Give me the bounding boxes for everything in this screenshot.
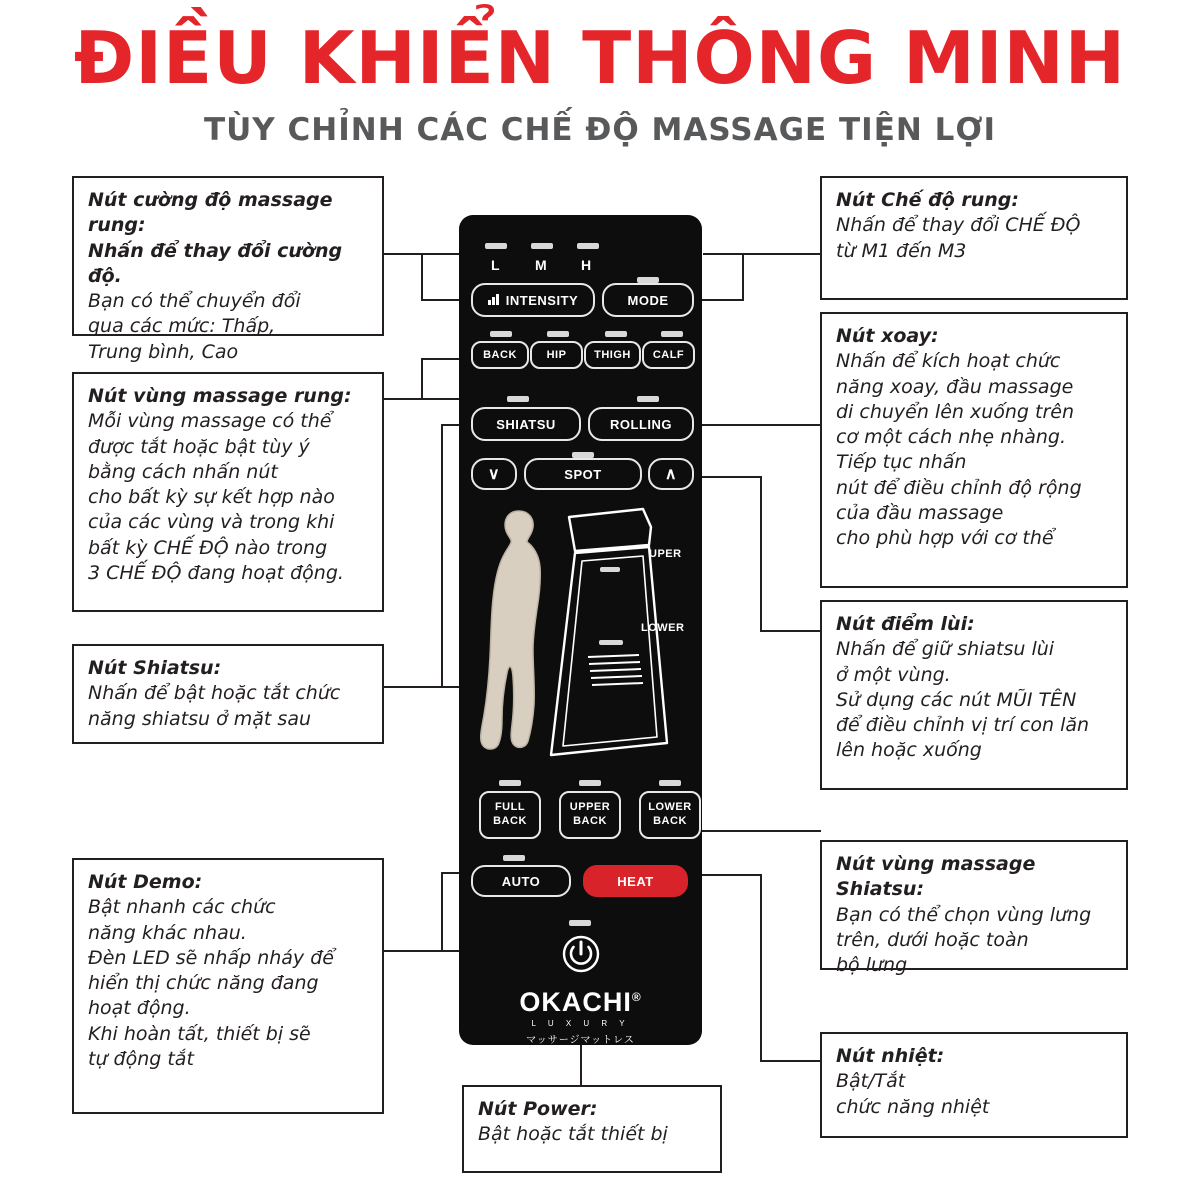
down-arrow-label: ∨ [487,466,501,483]
mode-button[interactable] [602,283,694,317]
intensity-label: INTENSITY [505,292,579,308]
full-back-button[interactable] [479,791,541,839]
calf-label: CALF [652,349,685,361]
callout-demo-line1: Bật nhanh các chức [88,896,276,919]
callout-power-heading: Nút Power: [478,1098,598,1120]
callout-power-line1: Bật hoặc tắt thiết bị [478,1123,668,1146]
led-thigh [605,331,627,337]
callout-rolling-line5: Tiếp tục nhấn [836,451,967,474]
led-shiatsu [507,396,529,402]
label-low: L [491,257,500,273]
upper-back-label-1: UPPER [569,801,611,814]
led-mid [531,243,553,249]
callout-intensity-line1: Bạn có thể chuyển đổi [88,290,301,313]
connector-demo [383,950,463,952]
callout-shiatsu-zone [820,840,1128,977]
back-label: BACK [483,349,517,361]
calf-button[interactable] [642,341,695,369]
connector-intensity-2 [421,299,463,301]
callout-demo-heading: Nút Demo: [88,871,203,893]
callout-zone [72,372,384,612]
brand-name [459,987,702,1018]
brand-japanese: マッサージマットレス [526,1035,635,1046]
callout-rolling-line1: Nhấn để kích hoạt chức [836,350,1061,373]
led-upper-back [579,780,601,786]
callout-rolling [820,312,1128,588]
callout-shiatsu-line1: Nhấn để bật hoặc tắt chức [88,682,341,705]
callout-shiatsu [72,644,384,744]
label-upper-zone: UPER [649,548,682,560]
callout-intensity-line3: Trung bình, Cao [88,340,239,363]
callout-zone-line5: của các vùng và trong khi [88,511,335,534]
led-back [490,331,512,337]
callout-zone-line2: được tắt hoặc bật tùy ý [88,435,310,458]
connector-power-v [580,1045,582,1085]
full-back-label-1: FULL [494,801,526,814]
spot-label: SPOT [564,466,602,482]
callout-shiatsu-zone-heading: Nút vùng massage Shiatsu: [836,853,1036,901]
callout-rolling-line2: năng xoay, đầu massage [836,375,1074,398]
brand-luxury: L U X U R Y [531,1019,630,1028]
up-arrow-button[interactable] [648,458,694,490]
remote-control-panel [459,215,702,1045]
thigh-button[interactable] [584,341,641,369]
callout-demo [72,858,384,1114]
led-auto [503,855,525,861]
led-lower-back [659,780,681,786]
callout-power [462,1085,722,1173]
spot-button[interactable] [524,458,642,490]
callout-mode-line2: từ M1 đến M3 [836,239,967,262]
connector-heat-v [760,874,762,1062]
thigh-label: THIGH [594,349,631,361]
callout-rolling-line3: di chuyển lên xuống trên [836,400,1075,423]
connector-demo-v [441,872,443,952]
callout-zone-line3: bằng cách nhấn nút [88,460,278,483]
callout-mode-line1: Nhấn để thay đổi CHẾ ĐỘ [836,214,1081,237]
connector-zone-v [421,360,423,400]
brand-name-text: OKACHI [519,987,632,1017]
callout-heat-heading: Nút nhiệt: [836,1045,945,1067]
connector-mode [703,253,821,255]
heat-button[interactable] [583,865,688,897]
massage-graphic [471,505,690,770]
shiatsu-label: SHIATSU [496,416,556,432]
auto-button[interactable] [471,865,571,897]
led-low [485,243,507,249]
callout-spot-line1: Nhấn để giữ shiatsu lùi [836,638,1055,661]
label-lower-zone: LOWER [641,622,685,634]
callout-demo-line5: hoạt động. [88,997,191,1020]
callout-demo-line4: hiển thị chức năng đang [88,972,319,995]
mode-label: MODE [627,292,669,308]
hip-label: HIP [546,349,567,361]
callout-demo-line2: năng khác nhau. [88,921,247,944]
connector-heat-2 [700,874,762,876]
callout-spot-line3: Sử dụng các nút MŨI TÊN [836,688,1077,711]
callout-zone-line6: bất kỳ CHẾ ĐỘ nào trong [88,536,328,559]
callout-demo-line6: Khi hoàn tất, thiết bị sẽ [88,1022,311,1045]
hip-button[interactable] [530,341,583,369]
callout-intensity-heading1: Nút cường độ massage rung: [88,189,333,237]
callout-spot-line2: ở một vùng. [836,663,951,686]
connector-zone-2 [421,358,463,360]
callout-zone-heading: Nút vùng massage rung: [88,385,352,407]
connector-mode-2 [700,299,744,301]
callout-spot [820,600,1128,790]
connector-spot-v [760,476,762,632]
rolling-button[interactable] [588,407,694,441]
connector-intensity-v [421,253,423,301]
down-arrow-button[interactable] [471,458,517,490]
callout-rolling-heading: Nút xoay: [836,325,939,347]
callout-intensity [72,176,384,363]
led-calf [661,331,683,337]
callout-rolling-line7: của đầu massage [836,501,1004,524]
callout-shiatsu-zone-line2: trên, dưới hoặc toàn [836,928,1029,951]
upper-back-label-2: BACK [573,815,607,827]
callout-rolling-line8: cho phù hợp với cơ thể [836,527,1054,550]
led-rolling [637,396,659,402]
upper-back-button[interactable] [559,791,621,839]
connector-shiatsu-v [441,424,443,688]
connector-mode-v [742,253,744,301]
callout-shiatsu-line2: năng shiatsu ở mặt sau [88,707,312,730]
full-back-label-2: BACK [493,815,527,827]
lower-back-button[interactable] [639,791,701,839]
callout-shiatsu-zone-line3: bộ lưng [836,954,908,977]
connector-shiatsu [383,686,463,688]
lower-back-label-1: LOWER [648,801,692,814]
callout-mode [820,176,1128,300]
callout-intensity-heading2: Nhấn để thay đổi cường độ. [88,239,343,287]
callout-heat-line1: Bật/Tắt [836,1070,906,1093]
page-title: ĐIỀU KHIỂN THÔNG MINH [73,16,1127,100]
connector-spot-2 [700,476,762,478]
callout-zone-line4: cho bất kỳ sự kết hợp nào [88,486,335,509]
page-subtitle: TÙY CHỈNH CÁC CHẾ ĐỘ MASSAGE TIỆN LỢI [203,112,996,148]
bars-icon [488,292,502,308]
rolling-label: ROLLING [610,416,672,432]
shiatsu-button[interactable] [471,407,581,441]
callout-demo-line3: Đèn LED sẽ nhấp nháy để [88,946,334,969]
intensity-button[interactable] [471,283,595,317]
label-mid: M [535,257,547,273]
callout-spot-line5: lên hoặc xuống [836,739,982,762]
auto-label: AUTO [501,873,541,889]
callout-heat-line2: chức năng nhiệt [836,1095,990,1118]
callout-mode-heading: Nút Chế độ rung: [836,189,1019,211]
callout-zone-line1: Mỗi vùng massage có thể [88,410,332,433]
label-high: H [581,257,592,273]
lower-back-label-2: BACK [653,815,687,827]
callout-spot-line4: để điều chỉnh vị trí con lăn [836,714,1090,737]
callout-rolling-line6: nút để điều chỉnh độ rộng [836,476,1082,499]
brand-block [459,987,702,1046]
connector-spot [760,630,821,632]
callout-rolling-line4: cơ một cách nhẹ nhàng. [836,426,1067,449]
callout-heat [820,1032,1128,1138]
up-arrow-label: ∧ [664,466,678,483]
led-full-back [499,780,521,786]
led-high [577,243,599,249]
callout-zone-line7: 3 CHẾ ĐỘ đang hoạt động. [88,561,344,584]
callout-intensity-line2: qua các mức: Thấp, [88,315,276,338]
led-power [569,920,591,926]
callout-shiatsu-heading: Nút Shiatsu: [88,657,222,679]
connector-shiatsu-zone [700,830,821,832]
back-button[interactable] [471,341,529,369]
callout-shiatsu-zone-line1: Bạn có thể chọn vùng lưng [836,903,1092,926]
connector-heat [760,1060,821,1062]
heat-label: HEAT [617,873,654,889]
callout-spot-heading: Nút điểm lùi: [836,613,975,635]
power-button[interactable] [560,933,602,975]
brand-registered: ® [631,990,642,1004]
callout-demo-line7: tự động tắt [88,1047,194,1070]
connector-rolling [700,424,821,426]
led-hip [547,331,569,337]
